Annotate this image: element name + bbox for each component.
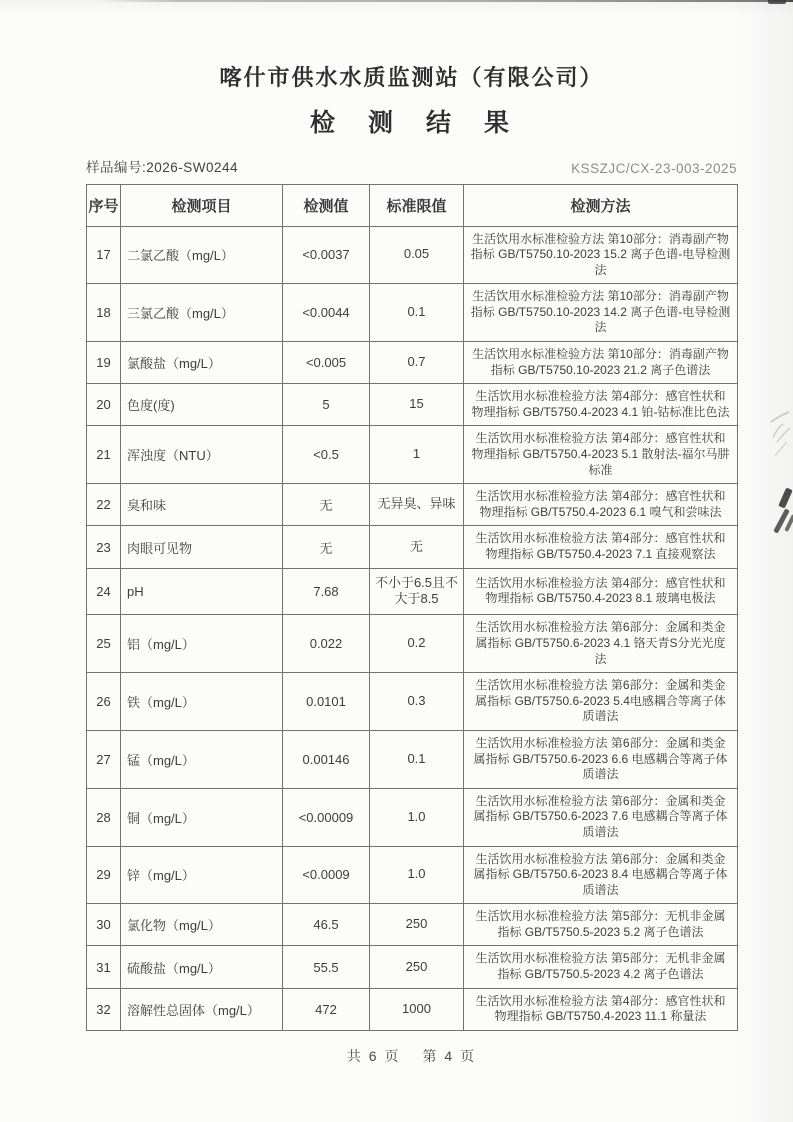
- test-method: 生活饮用水标准检验方法 第4部分：感官性状和物理指标 GB/T5750.4-2023 6.1 嗅气和尝味法: [464, 484, 738, 526]
- table-row: [87, 342, 738, 384]
- row-number: 22: [87, 484, 121, 526]
- test-item: 二氯乙酸（mg/L）: [121, 226, 283, 284]
- test-item: 臭和味: [121, 484, 283, 526]
- test-value: 7.68: [283, 568, 370, 615]
- page-footer: [86, 1046, 737, 1066]
- test-value: 0.0101: [283, 673, 370, 731]
- scan-artifact-top-blob: [768, 0, 786, 4]
- row-number: 32: [87, 988, 121, 1030]
- standard-limit: 1.0: [370, 846, 464, 904]
- test-item: 铝（mg/L）: [121, 615, 283, 673]
- table-row: [87, 384, 738, 426]
- test-method: 生活饮用水标准检验方法 第4部分：感官性状和物理指标 GB/T5750.4-2023 11.1 称量法: [464, 988, 738, 1030]
- table-row: [87, 226, 738, 284]
- table-row: [87, 426, 738, 484]
- standard-limit: 15: [370, 384, 464, 426]
- table-row: [87, 946, 738, 988]
- table-row: [87, 988, 738, 1030]
- test-method: 生活饮用水标准检验方法 第6部分：金属和类金属指标 GB/T5750.6-2023 6.6 电感耦合等离子体质谱法: [464, 730, 738, 788]
- standard-limit: 1: [370, 426, 464, 484]
- test-value: 0.022: [283, 615, 370, 673]
- row-number: 19: [87, 342, 121, 384]
- table-row: [87, 904, 738, 946]
- test-item: 氯化物（mg/L）: [121, 904, 283, 946]
- sample-number: 样品编号:2026-SW0244: [86, 159, 239, 175]
- standard-limit: 无: [370, 526, 464, 568]
- test-item: 浑浊度（NTU）: [121, 426, 283, 484]
- test-value: <0.0009: [283, 846, 370, 904]
- test-value: 472: [283, 988, 370, 1030]
- test-value: 55.5: [283, 946, 370, 988]
- row-number: 28: [87, 788, 121, 846]
- test-method: 生活饮用水标准检验方法 第6部分：金属和类金属指标 GB/T5750.6-2023 4.1 铬天青S分光光度法: [464, 615, 738, 673]
- row-number: 20: [87, 384, 121, 426]
- doc-title: 检 测 结 果: [309, 108, 513, 137]
- test-item: 三氯乙酸（mg/L）: [121, 284, 283, 342]
- table-row: [87, 284, 738, 342]
- row-number: 21: [87, 426, 121, 484]
- table-row: [87, 846, 738, 904]
- test-item: 肉眼可见物: [121, 526, 283, 568]
- test-value: <0.0044: [283, 284, 370, 342]
- row-number: 31: [87, 946, 121, 988]
- standard-limit: 1000: [370, 988, 464, 1030]
- test-method: 生活饮用水标准检验方法 第6部分：金属和类金属指标 GB/T5750.6-2023 8.4 电感耦合等离子体质谱法: [464, 846, 738, 904]
- test-item: 铜（mg/L）: [121, 788, 283, 846]
- col-header-standard-limit: 标准限值: [370, 184, 464, 226]
- test-item: 锰（mg/L）: [121, 730, 283, 788]
- scan-artifact-ink-blotch: [776, 486, 793, 538]
- table-row: [87, 673, 738, 731]
- org-title: 喀什市供水水质监测站（有限公司）: [219, 65, 604, 90]
- test-method: 生活饮用水标准检验方法 第10部分：消毒副产物指标 GB/T5750.10-2023 15.2 离子色谱-电导检测法: [464, 226, 738, 284]
- test-item: 氯酸盐（mg/L）: [121, 342, 283, 384]
- test-value: <0.5: [283, 426, 370, 484]
- row-number: 24: [87, 568, 121, 615]
- report-content: [86, 64, 737, 1066]
- standard-limit: 0.7: [370, 342, 464, 384]
- results-table: [86, 184, 738, 1031]
- scan-artifact-top-edge: [95, 0, 793, 2]
- test-method: 生活饮用水标准检验方法 第10部分：消毒副产物指标 GB/T5750.10-2023 21.2 离子色谱法: [464, 342, 738, 384]
- test-item: pH: [121, 568, 283, 615]
- standard-limit: 0.2: [370, 615, 464, 673]
- row-number: 23: [87, 526, 121, 568]
- standard-limit: 不小于6.5且不大于8.5: [370, 568, 464, 615]
- test-method: 生活饮用水标准检验方法 第6部分：金属和类金属指标 GB/T5750.6-2023 7.6 电感耦合等离子体质谱法: [464, 788, 738, 846]
- table-row: [87, 568, 738, 615]
- test-method: 生活饮用水标准检验方法 第4部分：感官性状和物理指标 GB/T5750.4-2023 7.1 直接观察法: [464, 526, 738, 568]
- results-table-body: [87, 226, 738, 1030]
- col-header-row-number: 序号: [87, 184, 121, 226]
- standard-limit: 0.3: [370, 673, 464, 731]
- table-row: [87, 788, 738, 846]
- test-value: 5: [283, 384, 370, 426]
- test-method: 生活饮用水标准检验方法 第5部分：无机非金属指标 GB/T5750.5-2023 5.2 离子色谱法: [464, 904, 738, 946]
- col-header-test-item: 检测项目: [121, 184, 283, 226]
- row-number: 29: [87, 846, 121, 904]
- test-value: 46.5: [283, 904, 370, 946]
- test-item: 溶解性总固体（mg/L）: [121, 988, 283, 1030]
- test-method: 生活饮用水标准检验方法 第6部分：金属和类金属指标 GB/T5750.6-2023 5.4电感耦合等离子体质谱法: [464, 673, 738, 731]
- results-table-head: [87, 184, 738, 226]
- row-number: 17: [87, 226, 121, 284]
- row-number: 27: [87, 730, 121, 788]
- test-method: 生活饮用水标准检验方法 第4部分：感官性状和物理指标 GB/T5750.4-2023 4.1 铂-钴标准比色法: [464, 384, 738, 426]
- standard-limit: 0.1: [370, 284, 464, 342]
- test-method: 生活饮用水标准检验方法 第4部分：感官性状和物理指标 GB/T5750.4-2023 5.1 散射法-福尔马肼标准: [464, 426, 738, 484]
- test-value: <0.005: [283, 342, 370, 384]
- col-header-test-method: 检测方法: [464, 184, 738, 226]
- test-value: 无: [283, 484, 370, 526]
- standard-limit: 250: [370, 904, 464, 946]
- table-row: [87, 526, 738, 568]
- standard-limit: 1.0: [370, 788, 464, 846]
- test-method: 生活饮用水标准检验方法 第10部分：消毒副产物指标 GB/T5750.10-2023 14.2 离子色谱-电导检测法: [464, 284, 738, 342]
- test-item: 色度(度): [121, 384, 283, 426]
- row-number: 18: [87, 284, 121, 342]
- table-row: [87, 730, 738, 788]
- total-pages: 共 6 页: [346, 1047, 401, 1064]
- test-value: 0.00146: [283, 730, 370, 788]
- table-row: [87, 484, 738, 526]
- test-method: 生活饮用水标准检验方法 第5部分：无机非金属指标 GB/T5750.5-2023 4.2 离子色谱法: [464, 946, 738, 988]
- standard-limit: 无异臭、异味: [370, 484, 464, 526]
- standard-limit: 0.05: [370, 226, 464, 284]
- doc-number: KSSZJC/CX-23-003-2025: [571, 160, 737, 176]
- row-number: 30: [87, 904, 121, 946]
- standard-limit: 0.1: [370, 730, 464, 788]
- row-number: 26: [87, 673, 121, 731]
- test-value: 无: [283, 526, 370, 568]
- test-item: 硫酸盐（mg/L）: [121, 946, 283, 988]
- test-item: 铁（mg/L）: [121, 673, 283, 731]
- standard-limit: 250: [370, 946, 464, 988]
- test-value: <0.0037: [283, 226, 370, 284]
- scan-artifact-scribble: [763, 408, 793, 468]
- header-row: [87, 184, 738, 226]
- test-item: 锌（mg/L）: [121, 846, 283, 904]
- test-value: <0.00009: [283, 788, 370, 846]
- test-method: 生活饮用水标准检验方法 第4部分：感官性状和物理指标 GB/T5750.4-2023 8.1 玻璃电极法: [464, 568, 738, 615]
- row-number: 25: [87, 615, 121, 673]
- col-header-test-value: 检测值: [283, 184, 370, 226]
- table-row: [87, 615, 738, 673]
- current-page: 第 4 页: [422, 1047, 477, 1064]
- info-row: [86, 156, 737, 176]
